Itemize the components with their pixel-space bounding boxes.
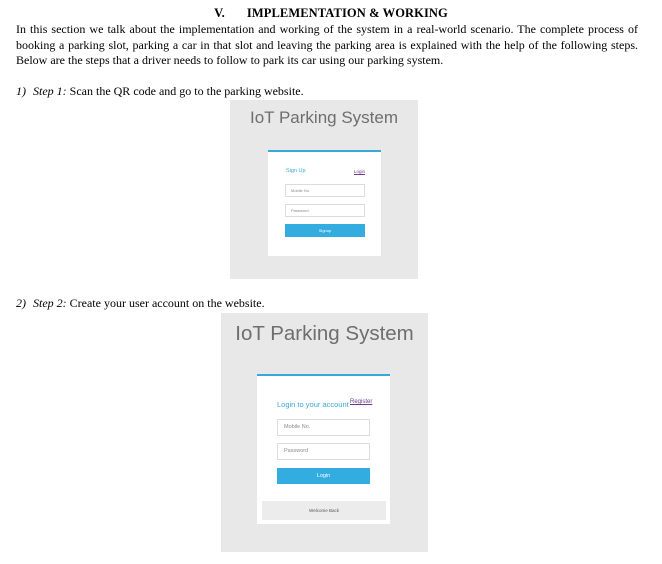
app-title: IoT Parking System xyxy=(235,322,414,345)
password-field[interactable]: Password xyxy=(277,443,370,460)
section-number: V. xyxy=(214,6,225,20)
intro-paragraph: In this section we talk about the implementation and working of the system in a real-world scenario. The complete process of booking a parking slot, parking a car in that slot and leaving the parking area is explained with the help of the following steps. Below are the steps that a driver needs to follow to park its car using our parking system. xyxy=(16,22,638,68)
signup-screenshot xyxy=(230,100,418,279)
mobile-field[interactable]: Mobile No. xyxy=(285,184,365,197)
section-heading xyxy=(0,6,662,21)
step-1-label: Step 1: xyxy=(33,84,67,98)
signup-tab[interactable]: Sign Up xyxy=(286,168,306,174)
login-screenshot xyxy=(221,313,428,552)
step-1 xyxy=(16,84,304,99)
section-title: IMPLEMENTATION & WORKING xyxy=(246,6,448,20)
register-link[interactable]: Register xyxy=(350,399,373,405)
login-link[interactable]: Login xyxy=(354,169,366,174)
step-2 xyxy=(16,296,265,311)
signup-card xyxy=(268,150,381,256)
app-title: IoT Parking System xyxy=(249,108,399,127)
step-1-number: 1) xyxy=(16,84,26,98)
login-tab[interactable]: Login to your account xyxy=(277,400,349,409)
step-2-text: Create your user account on the website. xyxy=(69,296,265,310)
mobile-field[interactable]: Mobile No. xyxy=(277,419,370,436)
step-1-text: Scan the QR code and go to the parking website. xyxy=(69,84,304,98)
password-field[interactable]: Password xyxy=(285,204,365,217)
signup-button[interactable]: Signup xyxy=(285,224,365,237)
welcome-banner: Welcome Back xyxy=(262,501,386,520)
step-2-number: 2) xyxy=(16,296,26,310)
login-card xyxy=(257,374,390,524)
login-button[interactable]: Login xyxy=(277,468,370,484)
step-2-label: Step 2: xyxy=(33,296,67,310)
